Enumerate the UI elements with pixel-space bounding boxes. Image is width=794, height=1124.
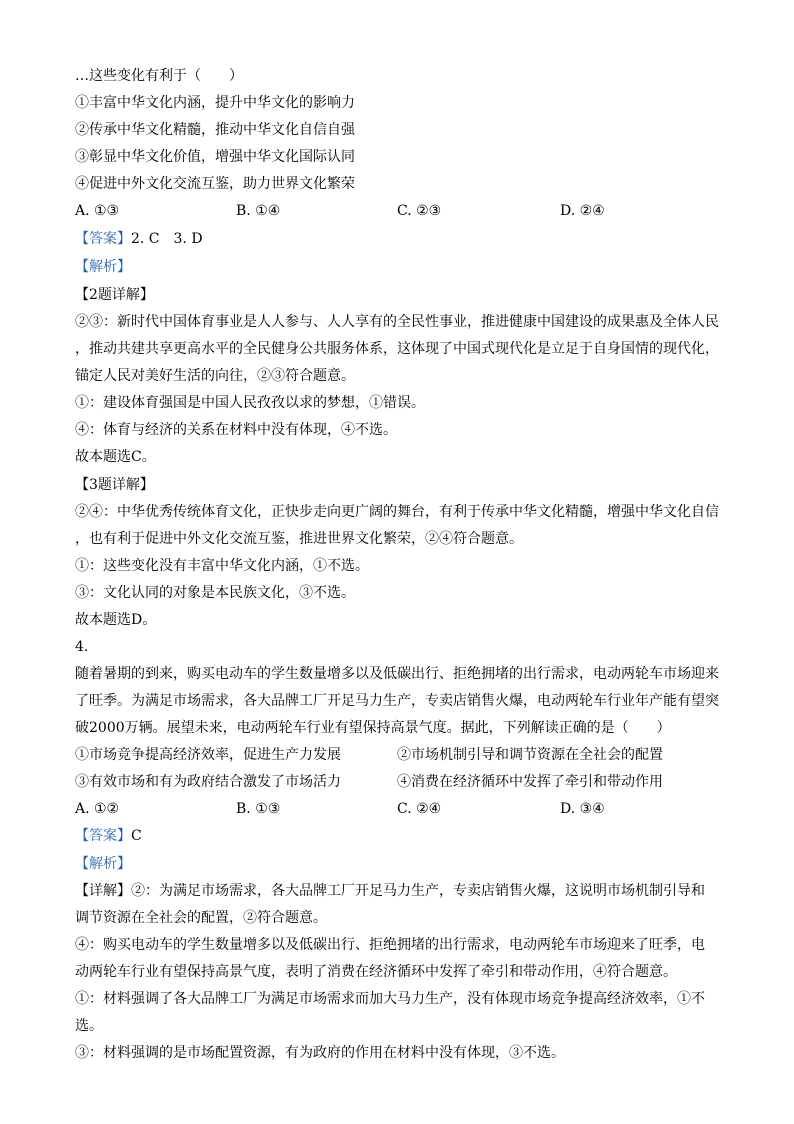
detail-line: ①：这些变化没有丰富中华文化内涵，①不选。 xyxy=(75,558,369,574)
option-b: B. ①③ xyxy=(236,801,281,817)
choice-item: ③有效市场和有为政府结合激发了市场活力 xyxy=(75,774,341,790)
choice-item: ①市场竞争提高经济效率，促进生产力发展 xyxy=(75,747,341,763)
detail-tag: 【3题详解】 xyxy=(75,477,154,493)
question-number: 4. xyxy=(75,639,89,655)
option-b: B. ①④ xyxy=(236,203,281,219)
answer-line xyxy=(75,229,725,249)
detail-line xyxy=(75,881,725,901)
detail-line: ，也有利于促进中外文化交流互鉴，推进世界文化繁荣，②④符合题意。 xyxy=(75,531,523,547)
detail-line: ④：购买电动车的学生数量增多以及低碳出行、拒绝拥堵的出行需求，电动两轮车市场迎来了旺季，电 xyxy=(75,937,705,953)
detail-tag: 【2题详解】 xyxy=(75,287,154,303)
detail-line: 锚定人民对美好生活的向往，②③符合题意。 xyxy=(75,368,355,384)
detail-line: ②③：新时代中国体育事业是人人参与、人人享有的全民性事业，推进健康中国建设的成果惠及全体人民 xyxy=(75,314,719,330)
option-a: A. ①③ xyxy=(75,203,120,219)
detail-line: 选。 xyxy=(75,1018,103,1034)
detail-line: 故本题选D。 xyxy=(75,612,157,628)
option-a: A. ①② xyxy=(75,801,120,817)
question-stem: 随着暑期的到来，购买电动车的学生数量增多以及低碳出行、拒绝拥堵的出行需求，电动两轮车市场迎来 xyxy=(75,666,719,682)
option-d: D. ②④ xyxy=(560,203,605,219)
question-stem: 破2000万辆。展望未来，电动两轮车行业有望保持高景气度。据此，下列解读正确的是（ ） xyxy=(75,720,671,736)
detail-line: ④：体育与经济的关系在材料中没有体现，④不选。 xyxy=(75,422,397,438)
answer-text: C xyxy=(131,828,142,844)
detail-tag: 【详解】 xyxy=(75,883,131,899)
choice-item: ③彰显中华文化价值，增强中华文化国际认同 xyxy=(75,149,355,165)
detail-line: ，推动共建共享更高水平的全民健身公共服务体系，这体现了中国式现代化是立足于自身国情的现代化， xyxy=(75,341,719,357)
answer-tag: 【答案】 xyxy=(75,231,131,247)
question-stem-tail: …这些变化有利于（ ） xyxy=(75,68,243,84)
detail-line: 动两轮车行业有望保持高景气度，表明了消费在经济循环中发挥了牵引和带动作用，④符合题意。 xyxy=(75,964,677,980)
analysis-tag: 【解析】 xyxy=(75,856,131,872)
option-c: C. ②③ xyxy=(397,203,442,219)
answer-tag: 【答案】 xyxy=(75,828,131,844)
analysis-tag: 【解析】 xyxy=(75,259,131,275)
choice-item: ④消费在经济循环中发挥了牵引和带动作用 xyxy=(397,774,663,790)
question-stem: 了旺季。为满足市场需求，各大品牌工厂开足马力生产，专卖店销售火爆，电动两轮车行业年产能有望突 xyxy=(75,693,719,709)
answer-text: 2. C 3. D xyxy=(131,231,203,247)
option-c: C. ②④ xyxy=(397,801,442,817)
choice-item: ②传承中华文化精髓，推动中华文化自信自强 xyxy=(75,122,355,138)
detail-line: 调节资源在全社会的配置，②符合题意。 xyxy=(75,910,327,926)
choice-item: ②市场机制引导和调节资源在全社会的配置 xyxy=(397,747,663,763)
detail-line: ①：材料强调了各大品牌工厂为满足市场需求而加大马力生产，没有体现市场竞争提高经济效率，①不 xyxy=(75,991,705,1007)
detail-text: ②：为满足市场需求，各大品牌工厂开足马力生产，专卖店销售火爆，这说明市场机制引导和 xyxy=(131,883,705,899)
detail-line: ①：建设体育强国是中国人民孜孜以求的梦想，①错误。 xyxy=(75,395,425,411)
detail-line: ③：材料强调的是市场配置资源，有为政府的作用在材料中没有体现，③不选。 xyxy=(75,1045,565,1061)
detail-line: ②④：中华优秀传统体育文化，正快步走向更广阔的舞台，有利于传承中华文化精髓，增强中华文化自信 xyxy=(75,504,719,520)
choice-item: ①丰富中华文化内涵，提升中华文化的影响力 xyxy=(75,95,355,111)
choice-item: ④促进中外文化交流互鉴，助力世界文化繁荣 xyxy=(75,176,355,192)
detail-line: ③：文化认同的对象是本民族文化，③不选。 xyxy=(75,585,355,601)
option-d: D. ③④ xyxy=(560,801,605,817)
detail-line: 故本题选C。 xyxy=(75,449,156,465)
answer-line xyxy=(75,826,725,846)
